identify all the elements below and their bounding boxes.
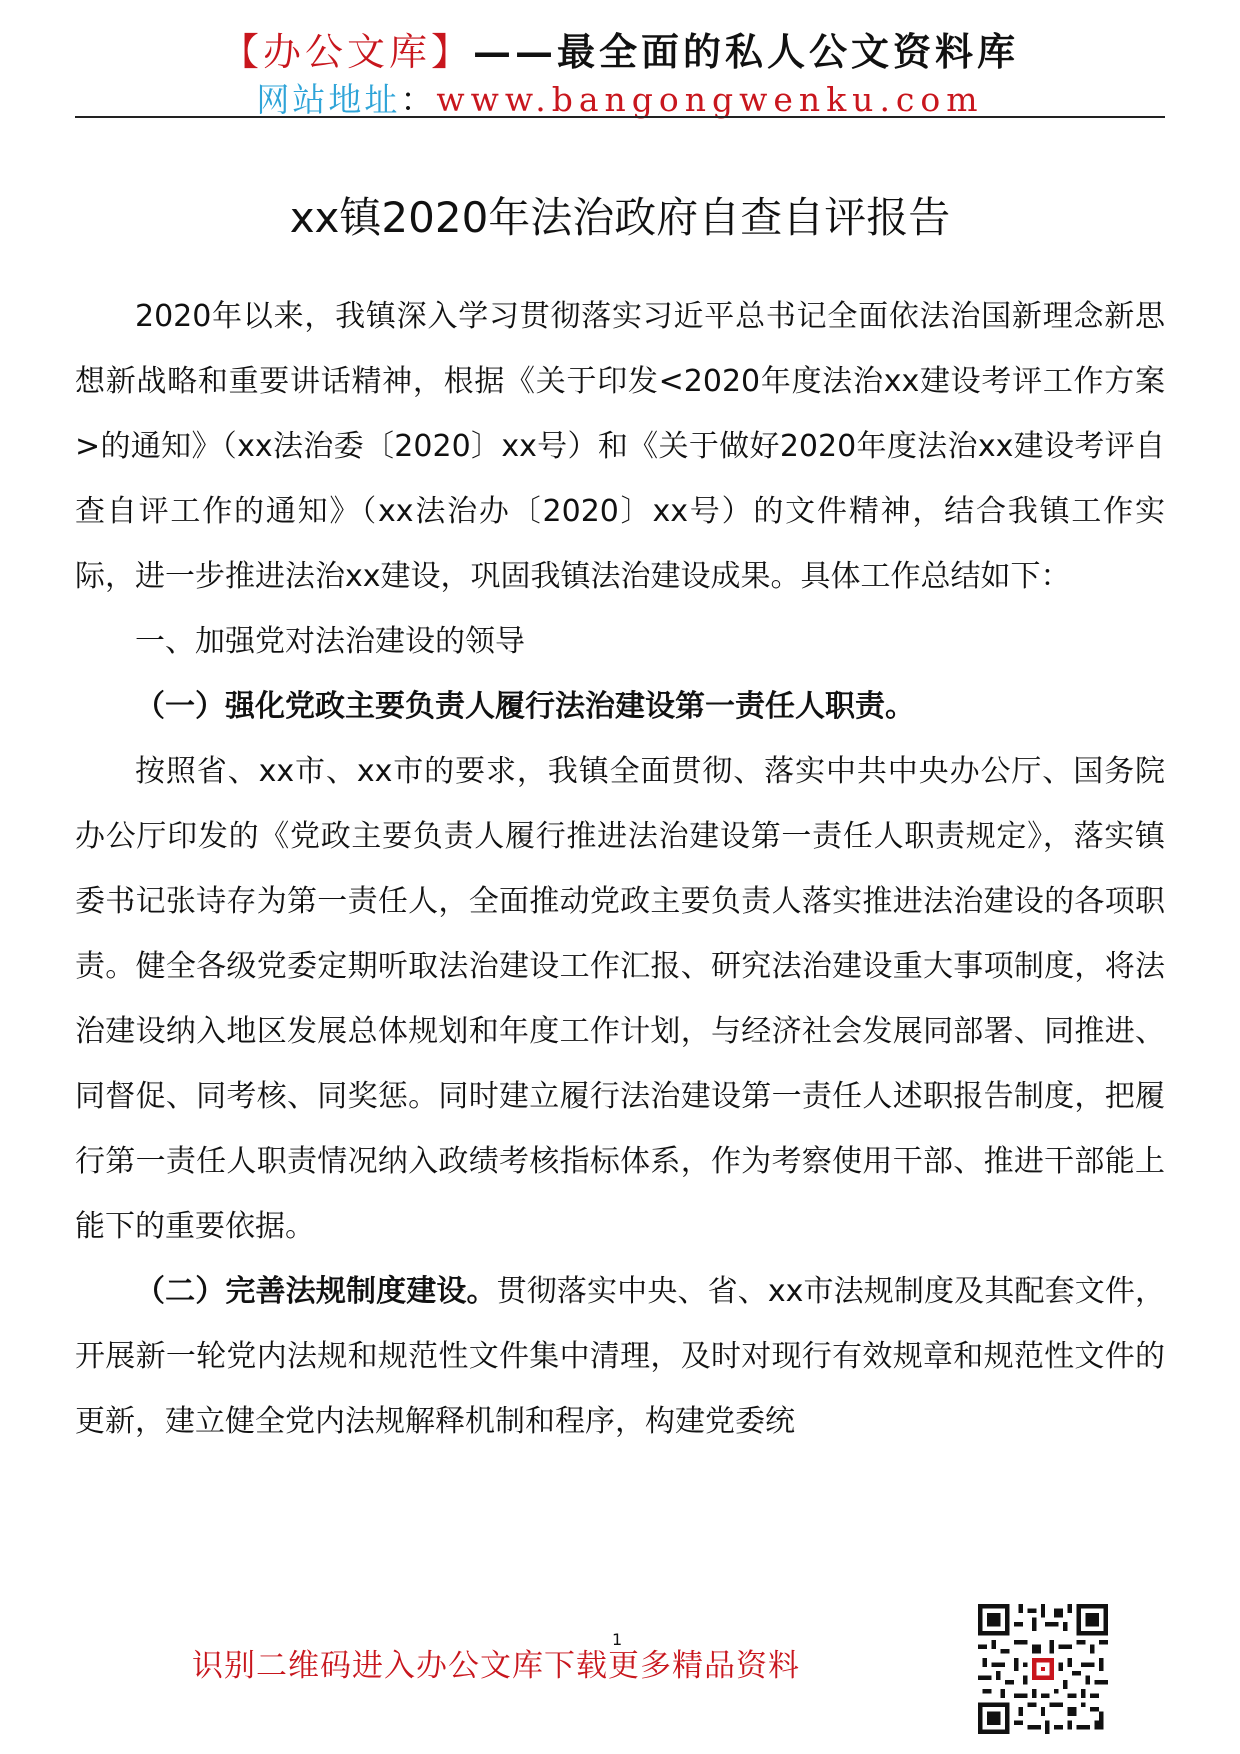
document-body <box>75 284 1165 1454</box>
subsection-heading-2: （二）完善法规制度建设。 <box>135 1274 497 1309</box>
page-number: 1 <box>612 1630 623 1649</box>
subsection-2-text: 贯彻落实中央、省、xx市法规制度及其配套文件，开展新一轮党内法规和规范性文件集中清理，及时对现行有效规章和规范性文件的更新，建立健全党内法规解释机制和程序，构建党委统 <box>75 1274 1166 1439</box>
qr-promo-text: 识别二维码进入办公文库下载更多精品资料 <box>192 1648 800 1684</box>
qr-code-icon[interactable] <box>978 1604 1108 1734</box>
subsection-1-paragraph: 按照省、xx市、xx市的要求，我镇全面贯彻、落实中共中央办公厅、国务院办公厅印发的《党政主要负责人履行推进法治建设第一责任人职责规定》，落实镇委书记张诗存为第一责任人，全面推动党政主要负责人落实推进法治建设的各项职责。健全各级党委定期听取法治建设工作汇报、研究法治建设重大事项制度，将法治建设纳入地区发展总体规划和年度工作计划，与经济社会发展同部署、同推进、同督促、同考核、同奖惩。同时建立履行法治建设第一责任人述职报告制度，把履行第一责任人职责情况纳入政绩考核指标体系，作为考察使用干部、推进干部能上能下的重要依据。 <box>75 754 1165 1244</box>
site-address-colon: ： <box>400 80 437 119</box>
header-divider <box>75 116 1165 118</box>
brand-tagline: ——最全面的私人公文资料库 <box>473 29 1020 74</box>
section-heading-1: 一、加强党对法治建设的领导 <box>135 624 525 659</box>
site-header <box>0 26 1240 122</box>
subsection-heading-1: （一）强化党政主要负责人履行法治建设第一责任人职责。 <box>135 689 915 724</box>
subsection-2-paragraph <box>75 1259 1165 1454</box>
header-banner <box>0 26 1240 78</box>
site-url-link[interactable]: www.bangongwenku.com <box>436 80 984 119</box>
intro-paragraph: 2020年以来，我镇深入学习贯彻落实习近平总书记全面依法治国新理念新思想新战略和重要讲话精神，根据《关于印发<2020年度法治xx建设考评工作方案>的通知》（xx法治委〔2020〕xx号）和《关于做好2020年度法治xx建设考评自查自评工作的通知》（xx法治办〔2020〕xx号）的文件精神，结合我镇工作实际，进一步推进法治xx建设，巩固我镇法治建设成果。具体工作总结如下： <box>75 299 1165 594</box>
document-title: xx镇2020年法治政府自查自评报告 <box>289 193 951 242</box>
brand-name: 【办公文库】 <box>220 30 473 74</box>
site-address-label: 网站地址 <box>256 80 401 119</box>
